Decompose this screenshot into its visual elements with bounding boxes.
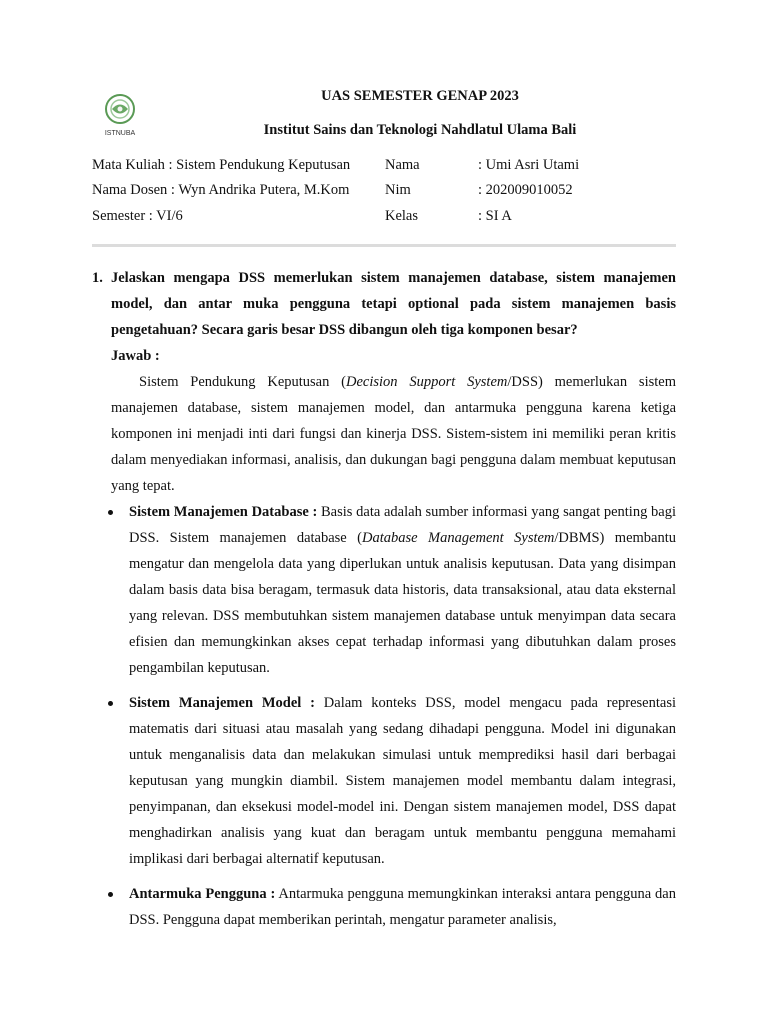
semester-info: Semester : VI/6 (92, 208, 183, 224)
component-list (92, 499, 676, 933)
answer-intro: Sistem Pendukung Keputusan (Decision Support System/DSS) memerlukan sistem manajemen database, sistem manajemen model, dan antarmuka pengguna karena ketiga komponen ini menjadi inti dari fungsi dan kinerja DSS. Sistem-sistem ini memiliki peran kritis dalam menyediakan informasi, analisis, dan dukungan bagi pengguna dalam membuat keputusan yang tepat. (111, 374, 676, 494)
student-name-label: Nama (385, 157, 420, 173)
question-number: 1. (92, 270, 103, 286)
bullet-icon (108, 510, 113, 515)
list-item-user-interface: Antarmuka Pengguna : Antarmuka pengguna memungkinkan interaksi antara pengguna dan DSS. Pengguna dapat memberikan perintah, mengatur parameter analisis, (129, 881, 676, 933)
student-class-label: Kelas (385, 208, 419, 224)
course-info: Mata Kuliah : Sistem Pendukung Keputusan (92, 157, 351, 173)
question-text: Jelaskan mengapa DSS memerlukan sistem manajemen database, sistem manajemen model, dan antar muka pengguna tetapi optional pada sistem manajemen basis pengetahuan? Secara garis besar DSS dibangun oleh tiga komponen besar? (111, 270, 676, 338)
answer-label: Jawab : (111, 348, 160, 364)
svg-text:ISTNUBA: ISTNUBA (104, 130, 136, 137)
question-section (92, 265, 676, 933)
header-divider (92, 244, 676, 247)
student-nim-label: Nim (385, 182, 411, 198)
lecturer-info: Nama Dosen : Wyn Andrika Putera, M.Kom (92, 182, 350, 198)
student-nim-value: : 202009010052 (478, 182, 573, 198)
list-item-model: Sistem Manajemen Model : Dalam konteks DSS, model mengacu pada representasi matematis dari situasi atau masalah yang sedang dihadapi pengguna. Model ini digunakan untuk menganalisis data dan melakukan simulasi untuk memprediksi hasil dari berbagai keputusan yang mungkin diambil. Sistem manajemen model membantu dalam integrasi, penyimpanan, dan eksekusi model-model ini. Dengan sistem manajemen model, DSS dapat menghadirkan analisis yang kuat dan beragam untuk membantu pengguna memahami implikasi dari berbagai alternatif keputusan. (129, 690, 676, 872)
student-name-value: : Umi Asri Utami (478, 157, 580, 173)
student-class-value: : SI A (478, 208, 512, 224)
institution-name: Institut Sains dan Teknologi Nahdlatul Ulama Bali (263, 122, 577, 138)
bullet-icon (108, 892, 113, 897)
exam-title: UAS SEMESTER GENAP 2023 (321, 88, 519, 104)
bullet-icon (108, 701, 113, 706)
list-item-database: Sistem Manajemen Database : Basis data adalah sumber informasi yang sangat penting bagi DSS. Sistem manajemen database (Database Management System/DBMS) membantu mengatur dan mengelola data yang diperlukan untuk analisis keputusan. Data yang disimpan dalam basis data bisa beragam, termasuk data historis, data transaksional, atau data eksternal yang relevan. DSS membutuhkan sistem manajemen database untuk menyimpan data secara efisien dan memungkinkan akses cepat terhadap informasi yang dibutuhkan dalam proses pengambilan keputusan. (129, 499, 676, 681)
